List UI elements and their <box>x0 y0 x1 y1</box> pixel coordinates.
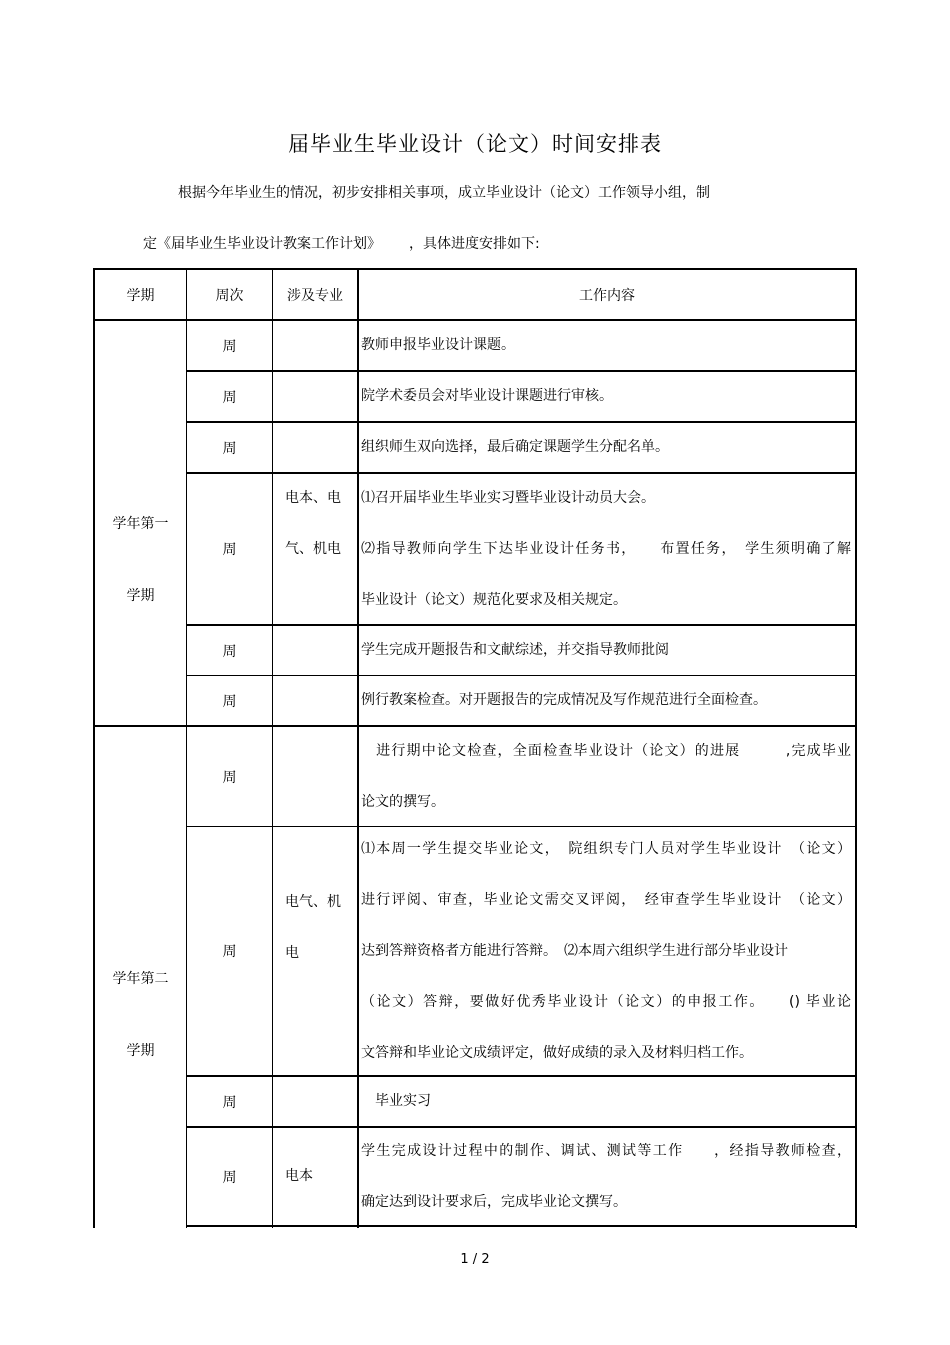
content-line: 进行期中论文检查，全面检查毕业设计（论文）的进展 ,完成毕业 <box>361 742 851 759</box>
header-week: 周次 <box>215 287 244 304</box>
semester-1-label-line1: 学年第一 <box>112 516 169 532</box>
header-major: 涉及专业 <box>287 287 343 304</box>
intro-line-2-part-a: 定《届毕业生毕业设计教案工作计划》 <box>143 236 381 252</box>
page-number: 1 / 2 <box>460 1252 490 1267</box>
content-line: 确定达到设计要求后，完成毕业论文撰写。 <box>361 1193 627 1210</box>
week-cell: 周 <box>222 440 237 457</box>
content-cell: 教师申报毕业设计课题。 <box>361 337 515 353</box>
content-line: 论文的撰写。 <box>361 793 445 810</box>
header-semester: 学期 <box>126 287 155 304</box>
content-line: ⑴召开届毕业生毕业实习暨毕业设计动员大会。 <box>361 489 655 506</box>
content-cell <box>359 474 855 624</box>
content-cell: 组织师生双向选择，最后确定课题学生分配名单。 <box>361 439 669 455</box>
content-line: ⑴本周一学生提交毕业论文， 院组织专门人员对学生毕业设计 （论文） <box>361 840 851 857</box>
week-cell: 周 <box>222 769 237 786</box>
content-cell: 例行教案检查。对开题报告的完成情况及写作规范进行全面检查。 <box>361 692 767 708</box>
content-line: 达到答辩资格者方能进行答辩。 ⑵本周六组织学生进行部分毕业设计 <box>361 942 788 959</box>
content-line: 学生完成设计过程中的制作、调试、测试等工作 ，经指导教师检查， <box>361 1142 851 1159</box>
content-cell: 院学术委员会对毕业设计课题进行审核。 <box>361 388 613 404</box>
week-cell: 周 <box>222 542 237 558</box>
semester-1-major <box>273 473 357 575</box>
semester-1-label-line2: 学期 <box>126 588 155 604</box>
semester-1-major-line1: 电本、电 <box>285 490 341 506</box>
col-divider-2 <box>272 268 273 1228</box>
content-cell: 毕业实习 <box>361 1093 431 1109</box>
intro-line-2 <box>143 233 540 253</box>
week-cell: 周 <box>222 693 237 710</box>
table-border-right <box>855 268 857 1228</box>
week-cell: 周 <box>222 944 237 960</box>
semester-1-label <box>95 488 186 632</box>
semester-2-major-a-line1: 电气、机 <box>285 894 341 910</box>
semester-2-major-a <box>273 877 357 979</box>
content-line: ⑵指导教师向学生下达毕业设计任务书， 布置任务， 学生须明确了解 <box>361 540 851 557</box>
intro-line-2-part-b: ，具体进度安排如下: <box>409 236 540 252</box>
semester-2-label-line2: 学期 <box>126 1043 155 1059</box>
week-cell: 周 <box>222 389 237 406</box>
week-cell: 周 <box>222 1094 237 1111</box>
intro-line-1: 根据今年毕业生的情况，初步安排相关事项，成立毕业设计（论文）工作领导小组，制 <box>178 185 710 201</box>
content-cell <box>359 827 855 1075</box>
content-cell: 学生完成开题报告和文献综述，并交指导教师批阅 <box>361 642 669 658</box>
content-cell <box>359 727 855 826</box>
content-line: 进行评阅、审查，毕业论文需交叉评阅， 经审查学生毕业设计 （论文） <box>361 891 851 908</box>
content-line: （论文）答辩，要做好优秀毕业设计（论文）的申报工作。 () 毕业论 <box>361 993 851 1010</box>
content-cell <box>359 1128 855 1225</box>
semester-2-major-b: 电本 <box>285 1168 313 1184</box>
schedule-table <box>93 268 857 1228</box>
document-title: 届毕业生毕业设计（论文）时间安排表 <box>288 132 662 156</box>
content-line: 毕业设计（论文）规范化要求及相关规定。 <box>361 591 627 608</box>
semester-2-label-line1: 学年第二 <box>112 971 169 987</box>
week-cell: 周 <box>222 1169 237 1186</box>
week-cell: 周 <box>222 643 237 660</box>
semester-2-label <box>95 943 186 1087</box>
week-cell: 周 <box>222 338 237 355</box>
semester-1-major-line2: 气、机电 <box>285 541 341 557</box>
header-content: 工作内容 <box>579 287 635 304</box>
content-line: 文答辩和毕业论文成绩评定，做好成绩的录入及材料归档工作。 <box>361 1044 753 1061</box>
semester-2-major-a-line2: 电 <box>285 945 299 961</box>
